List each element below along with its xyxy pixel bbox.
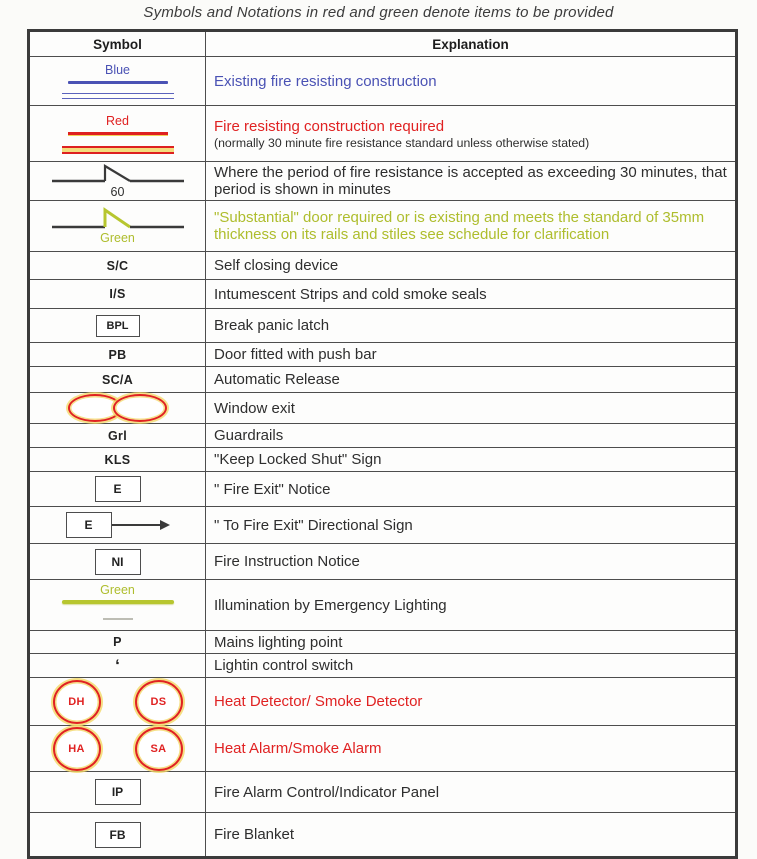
blue-line-icon xyxy=(68,81,168,84)
boxed-symbol: FB xyxy=(95,822,141,848)
explanation-text: Where the period of fire resistance is accepted as exceeding 30 minutes, that period is shown in minutes xyxy=(214,164,727,198)
explanation-cell xyxy=(206,544,735,579)
arrow-icon xyxy=(112,524,160,526)
explanation-text: Intumescent Strips and cold smoke seals xyxy=(214,285,487,303)
explanation-text: "Substantial" door required or is existing and meets the standard of 35mm thickness on its rails and stiles see schedule for clarification xyxy=(214,209,705,243)
explanation-text: Mains lighting point xyxy=(214,633,343,651)
explanation-cell xyxy=(206,393,735,423)
green-line-icon xyxy=(62,600,174,604)
explanation-cell xyxy=(206,726,735,771)
boxed-symbol-with-arrow xyxy=(66,512,170,538)
switch-glyph-icon: ‘ xyxy=(115,655,120,675)
explanation-cell xyxy=(206,106,735,161)
symbol-cell xyxy=(30,367,206,392)
explanation-cell xyxy=(206,424,735,447)
symbol-code: I/S xyxy=(109,287,126,301)
explanation-text: " Fire Exit" Notice xyxy=(214,480,331,498)
symbol-cell xyxy=(30,57,206,105)
explanation-cell xyxy=(206,631,735,653)
window-exit-icon xyxy=(68,394,167,422)
symbol-cell xyxy=(30,813,206,856)
explanation-text: Fire Instruction Notice xyxy=(214,553,360,570)
explanation-cell xyxy=(206,772,735,812)
table-header-row xyxy=(30,32,735,56)
symbol-code: SC/A xyxy=(101,372,134,387)
explanation-text: Fire resisting construction required xyxy=(214,117,445,135)
symbol-cell xyxy=(30,726,206,771)
symbol-cell xyxy=(30,507,206,543)
explanation-cell xyxy=(206,678,735,725)
symbol-cell xyxy=(30,201,206,251)
explanation-text: Heat Alarm/Smoke Alarm xyxy=(214,740,382,757)
boxed-symbol: E xyxy=(66,512,112,538)
explanation-text: Existing fire resisting construction xyxy=(214,72,437,90)
table-row xyxy=(30,506,735,543)
symbol-label: Green xyxy=(100,231,135,245)
table-row xyxy=(30,423,735,447)
symbol-cell xyxy=(30,654,206,677)
symbol-code: P xyxy=(113,635,122,649)
explanation-text: " To Fire Exit" Directional Sign xyxy=(214,516,413,534)
table-row xyxy=(30,161,735,200)
symbol-cell xyxy=(30,393,206,423)
detector-circles-icon xyxy=(53,680,183,724)
explanation-text: Illumination by Emergency Lighting xyxy=(214,596,447,614)
table-row xyxy=(30,677,735,725)
table-row xyxy=(30,579,735,630)
symbol-cell xyxy=(30,343,206,366)
door-swing-green-icon xyxy=(48,207,188,231)
page-title: Symbols and Notations in red and green denote items to be provided xyxy=(143,4,614,21)
symbol-cell xyxy=(30,580,206,630)
table-row xyxy=(30,771,735,812)
table-row xyxy=(30,392,735,423)
explanation-cell xyxy=(206,472,735,506)
symbol-code: S/C xyxy=(106,258,129,273)
explanation-cell xyxy=(206,507,735,543)
symbol-cell xyxy=(30,678,206,725)
explanation-text: Fire Blanket xyxy=(214,826,295,843)
boxed-symbol: E xyxy=(95,476,141,502)
smoke-detector-circle: DS xyxy=(135,680,183,724)
explanation-text: Automatic Release xyxy=(214,371,340,388)
table-row xyxy=(30,279,735,308)
blue-double-line-icon xyxy=(62,93,174,99)
table-row xyxy=(30,653,735,677)
symbol-cell xyxy=(30,544,206,579)
symbol-cell xyxy=(30,106,206,161)
symbol-cell xyxy=(30,772,206,812)
explanation-text: Lightin control switch xyxy=(214,657,354,674)
explanation-column-header: Explanation xyxy=(432,36,509,52)
table-row xyxy=(30,342,735,366)
explanation-cell xyxy=(206,201,735,251)
boxed-symbol: NI xyxy=(95,549,141,575)
symbol-cell xyxy=(30,309,206,342)
explanation-cell xyxy=(206,813,735,856)
explanation-text: Break panic latch xyxy=(214,317,330,334)
explanation-cell xyxy=(206,448,735,471)
table-row xyxy=(30,630,735,653)
red-line-icon xyxy=(68,132,168,135)
explanation-text: Heat Detector/ Smoke Detector xyxy=(214,693,423,710)
explanation-text: "Keep Locked Shut" Sign xyxy=(214,451,382,468)
table-row xyxy=(30,308,735,342)
symbol-cell xyxy=(30,280,206,308)
symbol-cell xyxy=(30,252,206,279)
boxed-symbol: IP xyxy=(95,779,141,805)
symbols-legend-table xyxy=(27,29,738,859)
explanation-text: Window exit xyxy=(214,399,295,417)
table-row xyxy=(30,105,735,161)
explanation-cell xyxy=(206,252,735,279)
table-row xyxy=(30,471,735,506)
table-row xyxy=(30,56,735,105)
symbol-label: Blue xyxy=(104,63,131,77)
symbol-cell xyxy=(30,448,206,471)
alarm-circles-icon xyxy=(53,727,183,771)
explanation-cell xyxy=(206,654,735,677)
explanation-text: Door fitted with push bar xyxy=(214,346,377,363)
table-row xyxy=(30,366,735,392)
explanation-cell xyxy=(206,57,735,105)
explanation-cell xyxy=(206,580,735,630)
door-swing-icon xyxy=(48,163,188,185)
heat-alarm-circle: HA xyxy=(53,727,101,771)
red-double-line-icon xyxy=(62,146,174,154)
symbol-cell xyxy=(30,162,206,200)
boxed-symbol: BPL xyxy=(96,315,140,337)
table-row xyxy=(30,725,735,771)
smoke-alarm-circle: SA xyxy=(135,727,183,771)
symbol-cell xyxy=(30,631,206,653)
table-row xyxy=(30,251,735,279)
symbol-cell xyxy=(30,472,206,506)
explanation-text: Guardrails xyxy=(214,427,284,444)
symbol-column-header: Symbol xyxy=(30,32,206,56)
explanation-cell xyxy=(206,367,735,392)
explanation-cell xyxy=(206,162,735,200)
explanation-cell xyxy=(206,309,735,342)
heat-detector-circle: DH xyxy=(53,680,101,724)
symbol-cell xyxy=(30,424,206,447)
symbol-label: Green xyxy=(100,583,135,597)
symbol-label: 60 xyxy=(110,185,125,199)
symbol-code: PB xyxy=(108,347,127,362)
table-row xyxy=(30,543,735,579)
explanation-cell xyxy=(206,280,735,308)
faint-dash xyxy=(103,618,133,620)
table-row xyxy=(30,812,735,856)
symbol-code: KLS xyxy=(104,452,131,467)
explanation-note: (normally 30 minute fire resistance standard unless otherwise stated) xyxy=(214,135,590,150)
explanation-text: Self closing device xyxy=(214,257,339,274)
symbol-label: Red xyxy=(106,113,129,128)
explanation-cell xyxy=(206,343,735,366)
symbol-code: Grl xyxy=(108,428,127,443)
table-row xyxy=(30,447,735,471)
table-row xyxy=(30,200,735,251)
explanation-text: Fire Alarm Control/Indicator Panel xyxy=(214,783,440,801)
